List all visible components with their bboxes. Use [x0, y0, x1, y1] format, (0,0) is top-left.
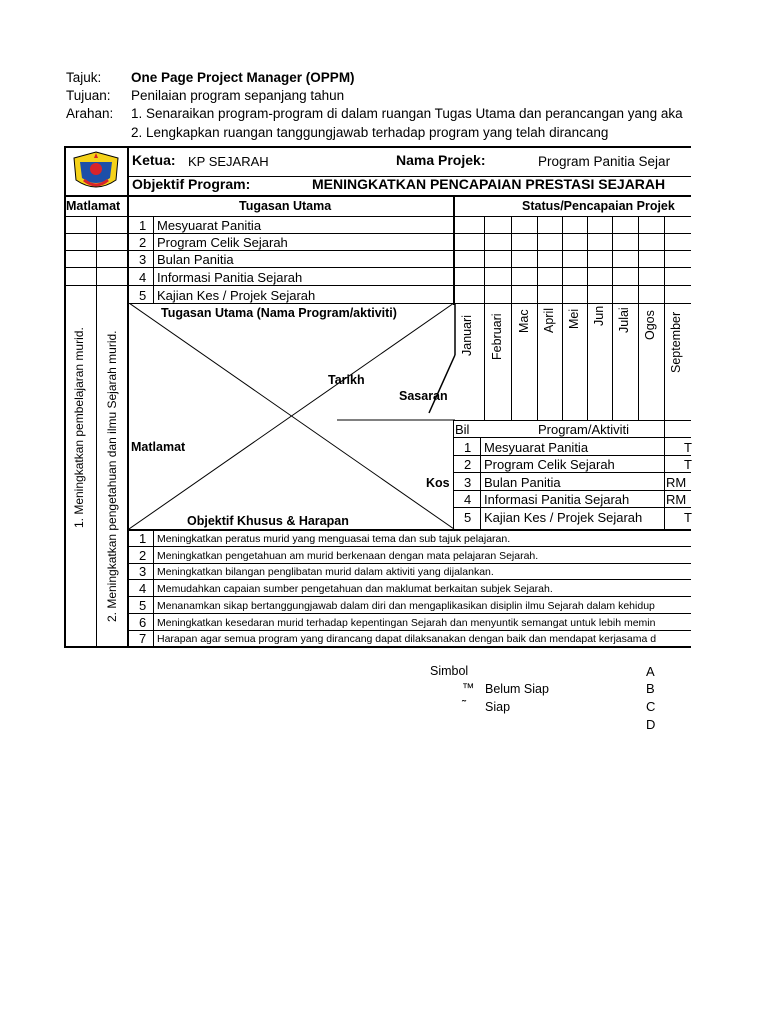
program-val: RM: [666, 475, 687, 490]
tarikh-label: Tarikh: [328, 373, 365, 387]
month-label: September: [669, 311, 683, 373]
task-name: Kajian Kes / Projek Sejarah: [157, 288, 316, 303]
month-label: Februari: [490, 313, 504, 360]
program-no: 2: [464, 457, 472, 472]
month-label: Mei: [567, 308, 581, 329]
task-no: 2: [139, 235, 147, 250]
objective-no: 4: [139, 581, 147, 596]
matlamat-vertical-2: 2. Meningkatkan pengetahuan dan ilmu Sejarah murid.: [105, 330, 119, 622]
arahan-label: Arahan:: [66, 106, 114, 121]
program-name: Bulan Panitia: [484, 475, 561, 490]
legend-letter: B: [646, 681, 655, 696]
sasaran-label: Sasaran: [399, 389, 448, 403]
program-val: T: [684, 440, 692, 455]
legend-letter: D: [646, 717, 656, 732]
program-header: Program/Aktiviti: [538, 422, 630, 437]
objective-no: 2: [139, 548, 147, 563]
tajuk-value: One Page Project Manager (OPPM): [131, 70, 355, 85]
legend-simbol: Simbol: [430, 664, 469, 678]
task-no: 3: [139, 252, 147, 267]
matlamat-vertical-1: 1. Meningkatkan pembelajaran murid.: [72, 327, 86, 528]
nama-projek-label: Nama Projek:: [396, 152, 486, 168]
month-label: Julai: [617, 307, 631, 333]
objective-no: 6: [139, 615, 147, 630]
objective-no: 5: [139, 598, 147, 613]
program-no: 1: [464, 440, 472, 455]
objective-text: Meningkatkan peratus murid yang menguasai tema dan sub tajuk pelajaran.: [157, 533, 511, 545]
ketua-value: KP SEJARAH: [188, 154, 269, 169]
objective-text: Menanamkan sikap bertanggungjawab dalam diri dan mengaplikasikan disiplin ilmu Sejarah dalam kehidup: [157, 600, 655, 612]
kos-label: Kos: [426, 476, 450, 490]
cross-left-label: Matlamat: [131, 440, 186, 454]
program-name: Program Celik Sejarah: [484, 457, 615, 472]
nama-projek-value: Program Panitia Sejar: [538, 154, 671, 169]
cross-top-label: Tugasan Utama (Nama Program/aktiviti): [161, 306, 397, 320]
objective-text: Meningkatkan kesedaran murid terhadap kepentingan Sejarah dan menyuntik semangat untuk lebih memin: [157, 617, 656, 629]
task-no: 5: [139, 288, 147, 303]
objective-text: Harapan agar semua program yang dirancang dapat dilaksanakan dengan baik dan mendapat kerjasama d: [157, 633, 657, 645]
arahan-line-2: 2. Lengkapkan ruangan tanggungjawab terhadap program yang telah dirancang: [131, 125, 609, 140]
task-name: Bulan Panitia: [157, 252, 234, 267]
program-name: Mesyuarat Panitia: [484, 440, 589, 455]
objektif-label: Objektif Program:: [132, 176, 251, 192]
tugasan-utama-header: Tugasan Utama: [239, 199, 332, 213]
legend-symbol-1: ™: [462, 681, 475, 695]
objective-no: 7: [139, 631, 147, 646]
month-label: April: [542, 307, 556, 333]
objective-text: Memudahkan capaian sumber pengetahuan dan maklumat berkaitan subjek Sejarah.: [157, 583, 553, 595]
status-header: Status/Pencapaian Projek: [522, 199, 675, 213]
legend-siap: Siap: [485, 700, 511, 714]
objective-text: Meningkatkan bilangan penglibatan murid dalam aktiviti yang dijalankan.: [157, 566, 494, 578]
bil-header: Bil: [455, 422, 470, 437]
task-name: Informasi Panitia Sejarah: [157, 270, 303, 285]
objective-no: 1: [139, 531, 147, 546]
month-label: Jun: [592, 305, 606, 326]
legend-letter: C: [646, 699, 656, 714]
month-label: Mac: [517, 309, 531, 333]
program-name: Informasi Panitia Sejarah: [484, 492, 630, 507]
program-val: T: [684, 510, 692, 525]
tajuk-label: Tajuk:: [66, 70, 102, 85]
task-name: Mesyuarat Panitia: [157, 218, 262, 233]
tujuan-value: Penilaian program sepanjang tahun: [131, 88, 345, 103]
legend-belum-siap: Belum Siap: [485, 682, 549, 696]
objektif-value: MENINGKATKAN PENCAPAIAN PRESTASI SEJARAH: [312, 176, 666, 192]
program-name: Kajian Kes / Projek Sejarah: [484, 510, 643, 525]
cross-bottom-label: Objektif Khusus & Harapan: [187, 514, 349, 528]
task-no: 1: [139, 218, 147, 233]
ketua-label: Ketua:: [132, 152, 176, 168]
task-name: Program Celik Sejarah: [157, 235, 288, 250]
matlamat-header: Matlamat: [66, 199, 121, 213]
school-emblem-icon: [70, 150, 122, 194]
task-no: 4: [139, 270, 147, 285]
program-val: T: [684, 457, 692, 472]
program-no: 4: [464, 492, 472, 507]
objective-text: Meningkatkan pengetahuan am murid berkenaan dengan mata pelajaran Sejarah.: [157, 550, 539, 562]
objective-no: 3: [139, 564, 147, 579]
month-label: Januari: [460, 315, 474, 356]
legend-symbol-2: ˜: [462, 698, 467, 712]
legend-letter: A: [646, 664, 655, 679]
month-label: Ogos: [643, 310, 657, 340]
program-no: 5: [464, 510, 472, 525]
program-no: 3: [464, 475, 472, 490]
cross-diagram: [129, 303, 459, 531]
arahan-line-1: 1. Senaraikan program-program di dalam ruangan Tugas Utama dan perancangan yang aka: [131, 106, 683, 121]
tujuan-label: Tujuan:: [66, 88, 111, 103]
program-val: RM: [666, 492, 687, 507]
